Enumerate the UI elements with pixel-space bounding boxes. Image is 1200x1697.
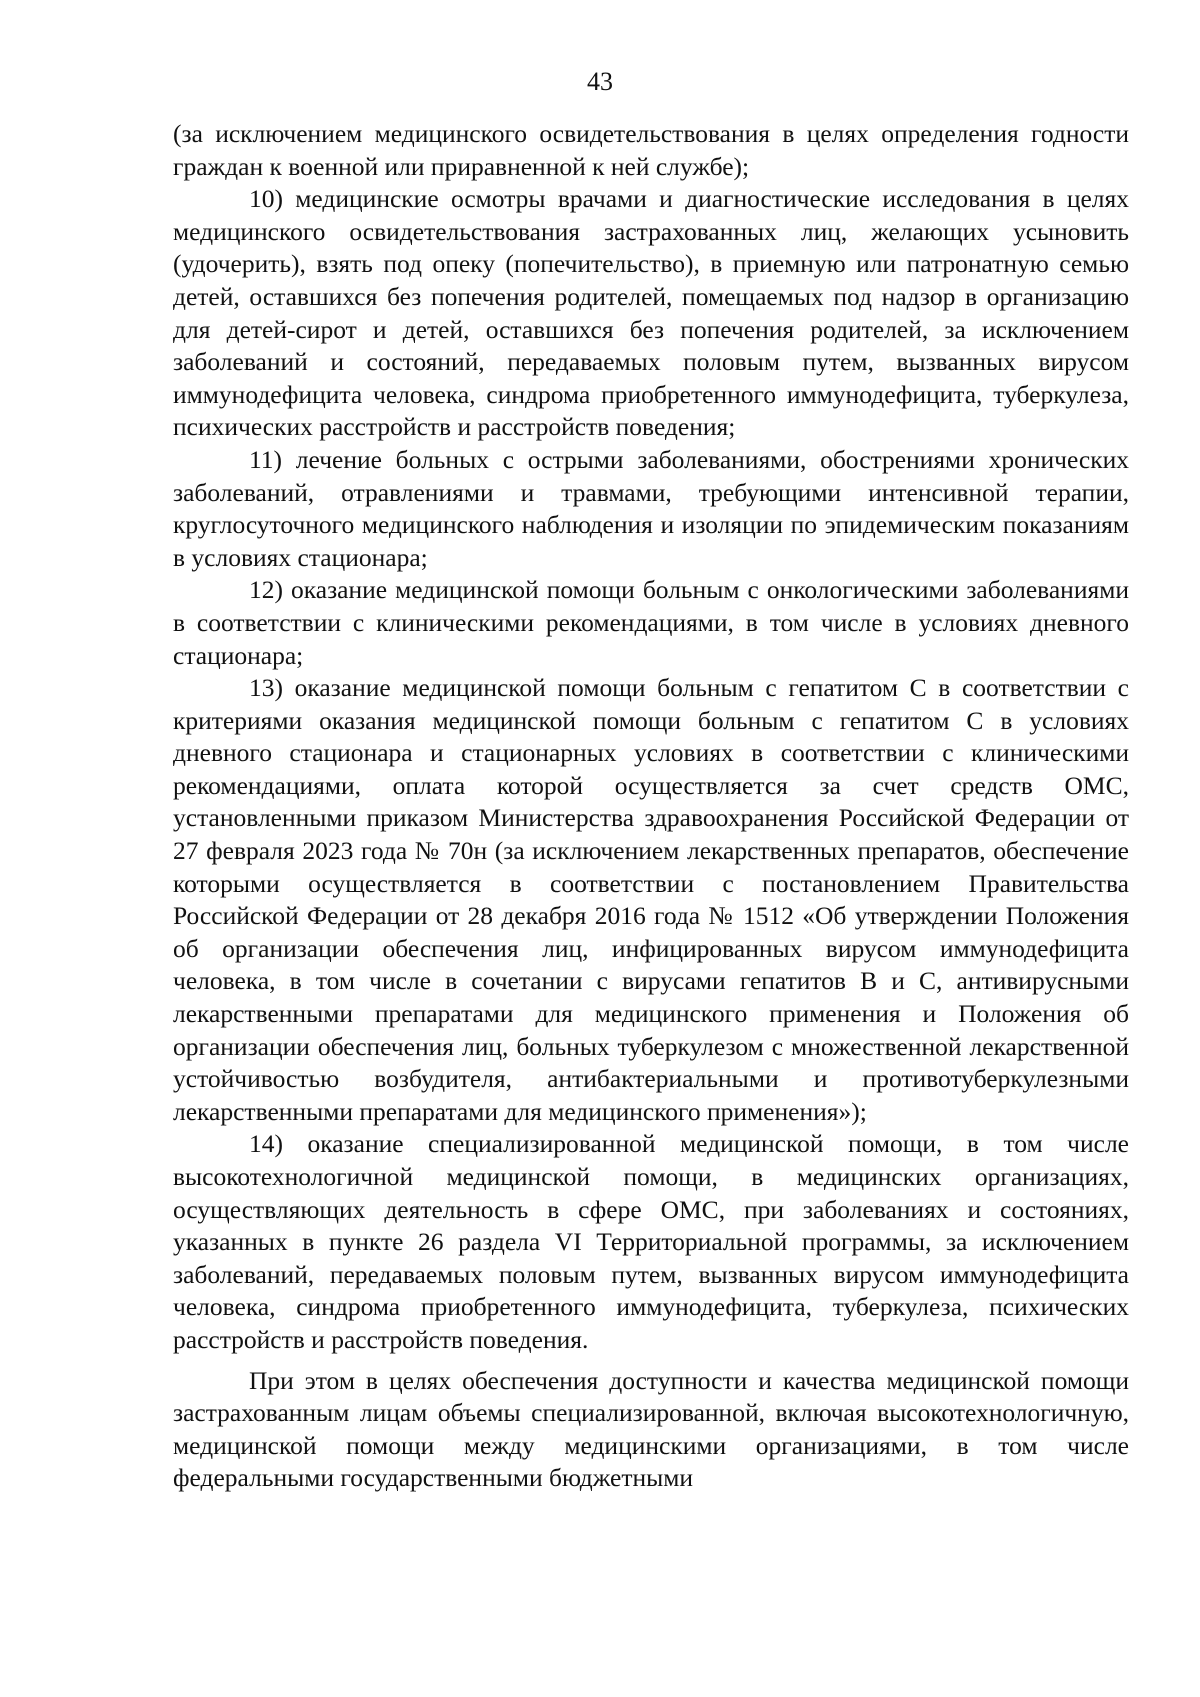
- paragraph-item-14: 14) оказание специализированной медицинской помощи, в том числе высокотехнологичной медицинской помощи, в медицинских организациях, осуществляющих деятельность в сфере ОМС, при заболеваниях и состояниях, указанных в пункте 26 раздела VI Территориальной программы, за исключением заболеваний, передаваемых половым путем, вызванных вирусом иммунодефицита человека, синдрома приобретенного иммунодефицита, туберкулеза, психических расстройств и расстройств поведения.: [173, 1129, 1129, 1354]
- paragraph-item-10: 10) медицинские осмотры врачами и диагностические исследования в целях медицинского освидетельствования застрахованных лиц, желающих усыновить (удочерить), взять под опеку (попечительство), в приемную или патронатную семью детей, оставшихся без попечения родителей, помещаемых под надзор в организацию для детей-сирот и детей, оставшихся без попечения родителей, за исключением заболеваний и состояний, передаваемых половым путем, вызванных вирусом иммунодефицита человека, синдрома приобретенного иммунодефицита, туберкулеза, психических расстройств и расстройств поведения;: [173, 184, 1129, 442]
- page-number: 43: [587, 67, 613, 96]
- document-body: [173, 118, 1129, 1495]
- paragraph-item-13: 13) оказание медицинской помощи больным с гепатитом С в соответствии с критериями оказания медицинской помощи больным с гепатитом С в условиях дневного стационара и стационарных условиях в соответствии с клиническими рекомендациями, оплата которой осуществляется за счет средств ОМС, установленными приказом Министерства здравоохранения Российской Федерации от 27 февраля 2023 года № 70н (за исключением лекарственных препаратов, обеспечение которыми осуществляется в соответствии с постановлением Правительства Российской Федерации от 28 декабря 2016 года № 1512 «Об утверждении Положения об организации обеспечения лиц, инфицированных вирусом иммунодефицита человека, в том числе в сочетании с вирусами гепатитов В и С, антивирусными лекарственными препаратами для медицинского применения и Положения об организации обеспечения лиц, больных туберкулезом с множественной лекарственной устойчивостью возбудителя, антибактериальными и противотуберкулезными лекарственными препаратами для медицинского применения»);: [173, 673, 1129, 1126]
- paragraph-continuation: (за исключением медицинского освидетельствования в целях определения годности граждан к военной или приравненной к ней службе);: [173, 119, 1129, 181]
- paragraph-final: При этом в целях обеспечения доступности и качества медицинской помощи застрахованным лицам объемы специализированной, включая высокотехнологичную, медицинской помощи между медицинскими организациями, в том числе федеральными государственными бюджетными: [173, 1365, 1129, 1493]
- paragraph-item-11: 11) лечение больных с острыми заболеваниями, обострениями хронических заболеваний, отравлениями и травмами, требующими интенсивной терапии, круглосуточного медицинского наблюдения и изоляции по эпидемическим показаниям в условиях стационара;: [173, 444, 1129, 572]
- paragraph-item-12: 12) оказание медицинской помощи больным с онкологическими заболеваниями в соответствии с клиническими рекомендациями, в том числе в условиях дневного стационара;: [173, 575, 1129, 670]
